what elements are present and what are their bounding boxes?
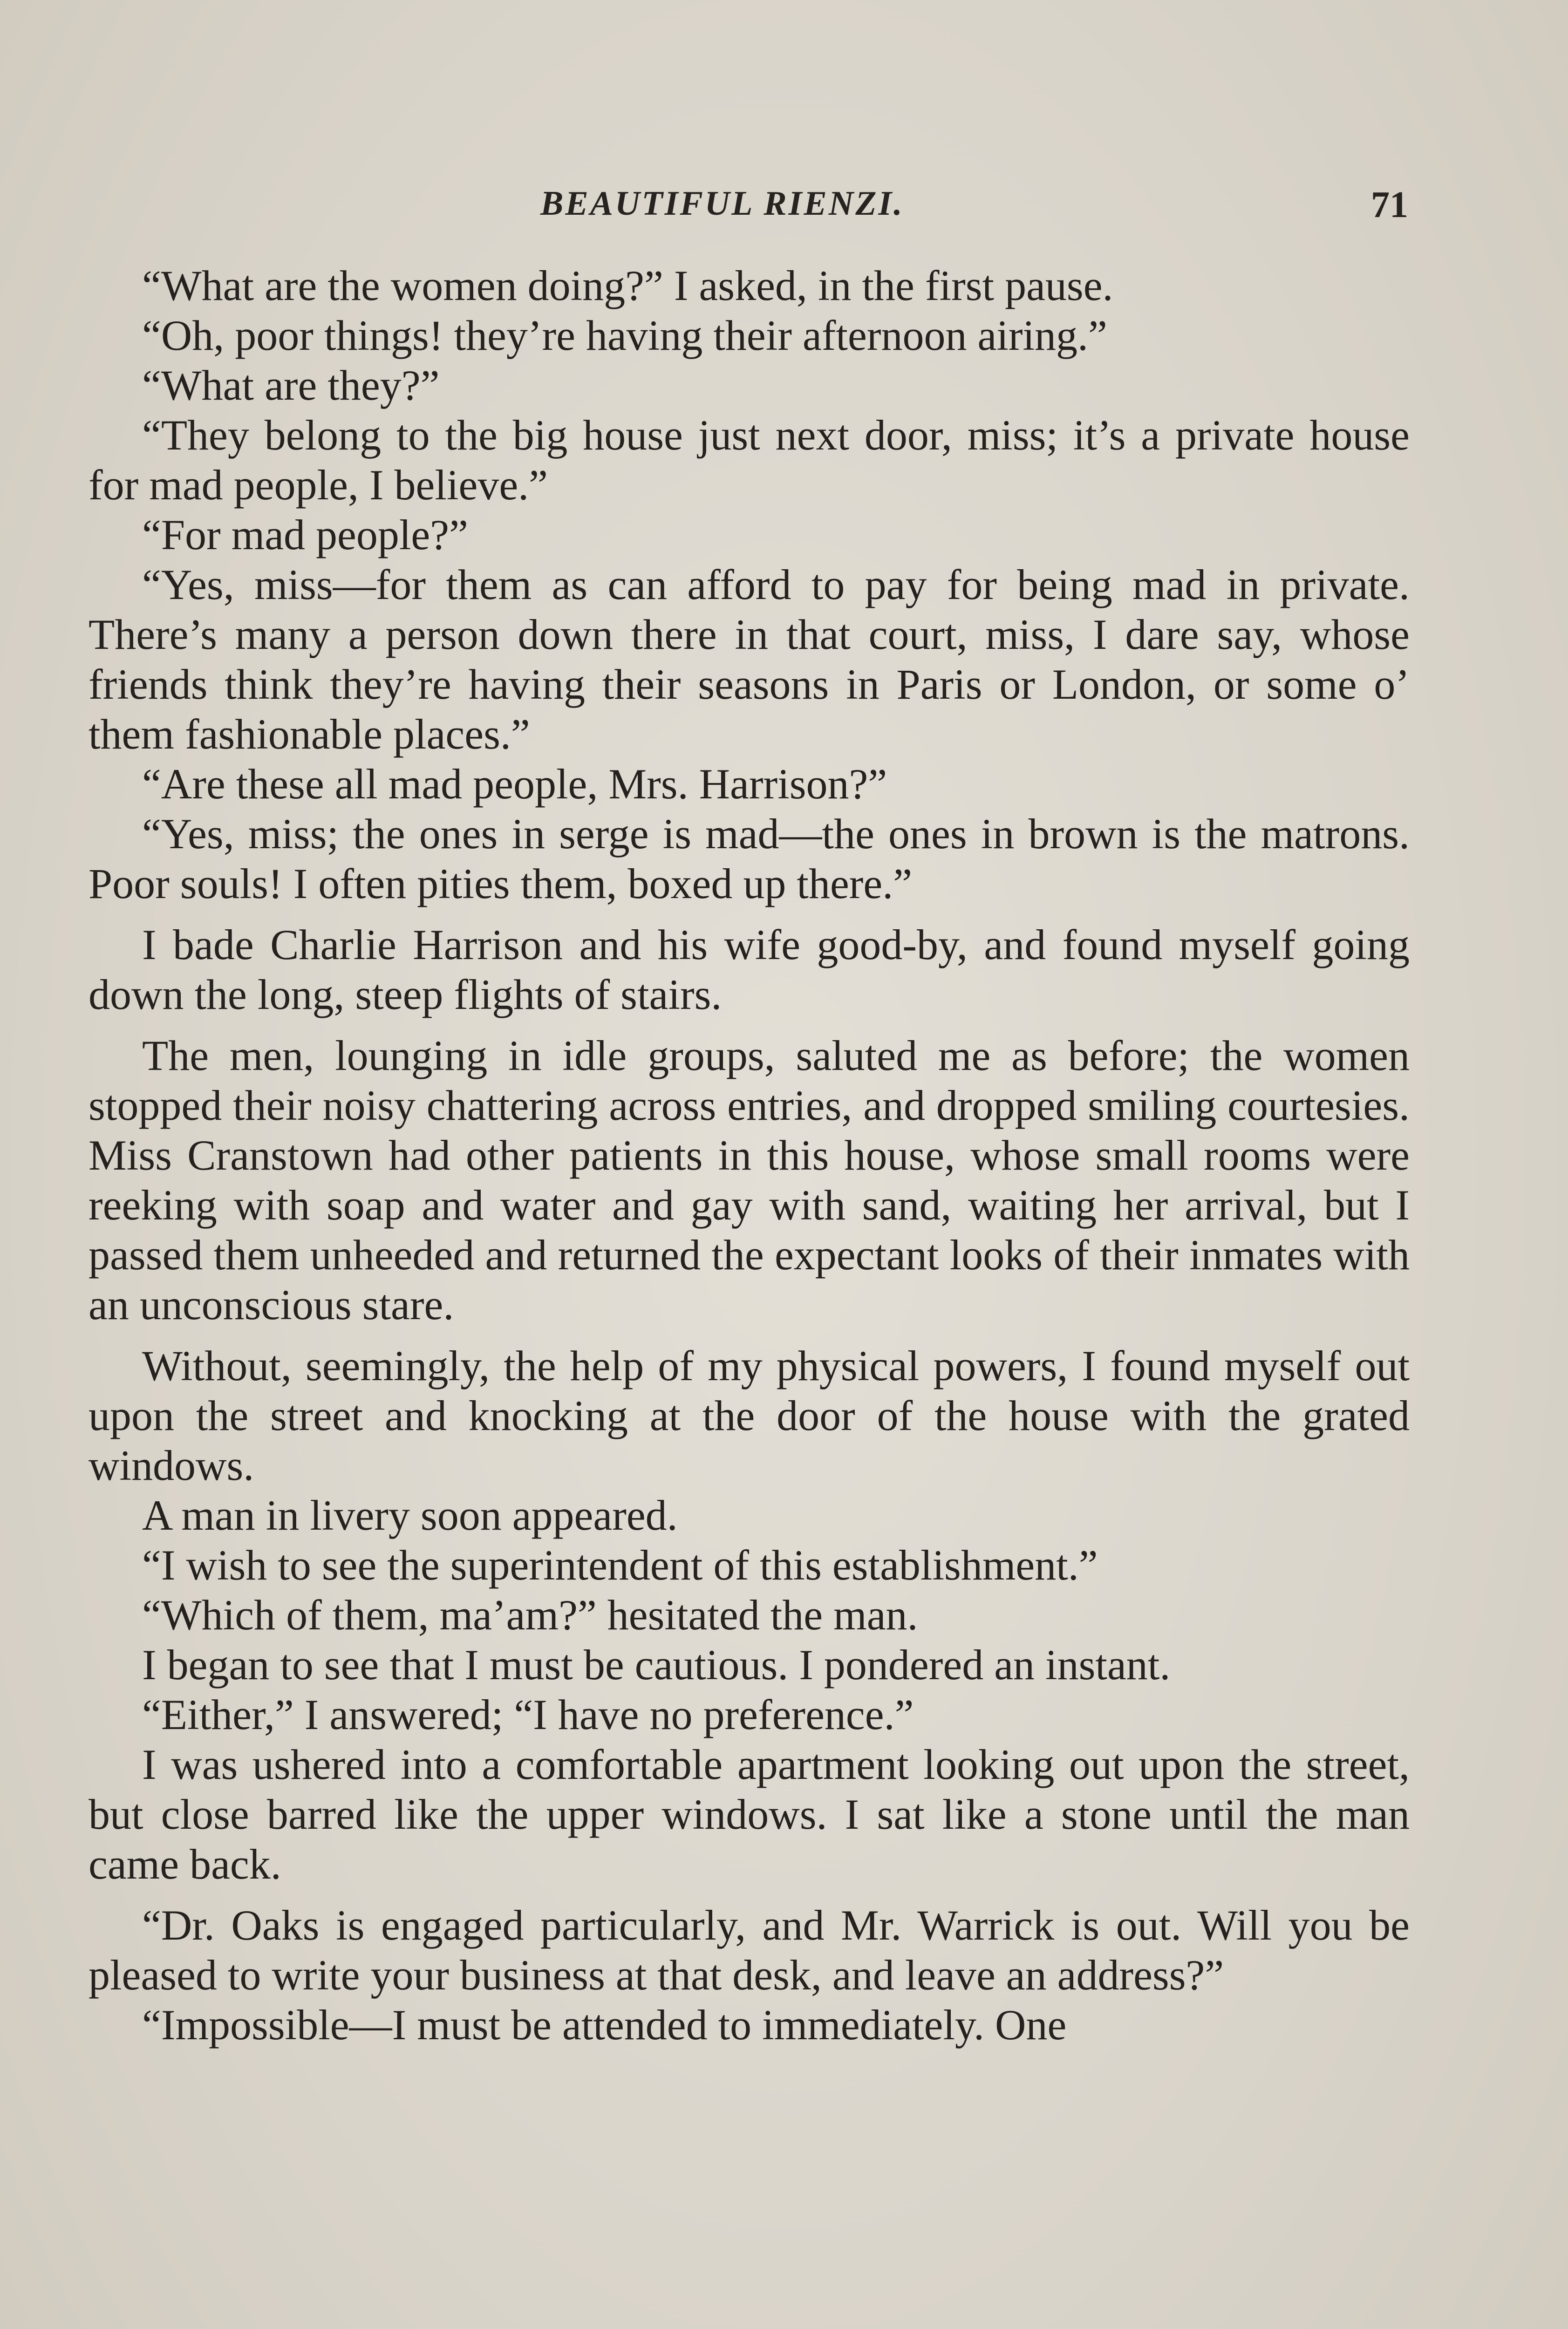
paragraph: I was ushered into a comfortable apartment looking out upon the street, but close barred like the upper windows. I sat like a stone until the man came back.: [89, 1741, 1410, 1888]
paragraph: I bade Charlie Harrison and his wife good-by, and found myself going down the long, steep flights of stairs.: [89, 921, 1410, 1018]
page-header: [0, 184, 1568, 235]
paragraph: “What are they?”: [142, 361, 440, 409]
paragraph: “What are the women doing?” I asked, in the first pause.: [142, 262, 1113, 309]
running-head: BEAUTIFUL RIENZI.: [540, 184, 904, 223]
paragraph: “Yes, miss—for them as can afford to pay for being mad in private. There’s many a person down there in that court, miss, I dare say, whose friends think they’re having their seasons in Paris or London, or some o’ them fashionable places.”: [89, 561, 1410, 758]
paragraph: A man in livery soon appeared.: [142, 1491, 678, 1539]
paragraph: “Which of them, ma’am?” hesitated the man.: [142, 1591, 918, 1639]
paragraph: I began to see that I must be cautious. I pondered an instant.: [142, 1641, 1171, 1689]
paragraph: “Either,” I answered; “I have no preference.”: [142, 1691, 914, 1738]
paragraph: “For mad people?”: [142, 511, 468, 558]
paragraph: “Impossible—I must be attended to immediately. One: [142, 2001, 1067, 2049]
paragraph: “Oh, poor things! they’re having their afternoon airing.”: [142, 312, 1107, 359]
paragraph: “They belong to the big house just next door, miss; it’s a private house for mad people, I believe.”: [89, 411, 1410, 509]
paragraph: “Yes, miss; the ones in serge is mad—the ones in brown is the matrons. Poor souls! I often pities them, boxed up there.”: [89, 810, 1410, 907]
page-number: 71: [1371, 184, 1408, 225]
paragraph: The men, lounging in idle groups, saluted me as before; the women stopped their noisy chattering across entries, and dropped smiling courtesies. Miss Cranstown had other patients in this house, whose small rooms were reeking with soap and water and gay with sand, waiting her arrival, but I passed them unheeded and returned the expectant looks of their inmates with an unconscious stare.: [89, 1032, 1410, 1328]
paragraph: “I wish to see the superintendent of this establishment.”: [142, 1541, 1098, 1589]
paragraph: Without, seemingly, the help of my physical powers, I found myself out upon the street and knocking at the door of the house with the grated windows.: [89, 1342, 1410, 1489]
body-text: [89, 261, 1410, 2050]
paragraph: “Are these all mad people, Mrs. Harrison?”: [142, 760, 887, 808]
paragraph: “Dr. Oaks is engaged particularly, and Mr. Warrick is out. Will you be pleased to write your business at that desk, and leave an address?”: [89, 1901, 1410, 1999]
